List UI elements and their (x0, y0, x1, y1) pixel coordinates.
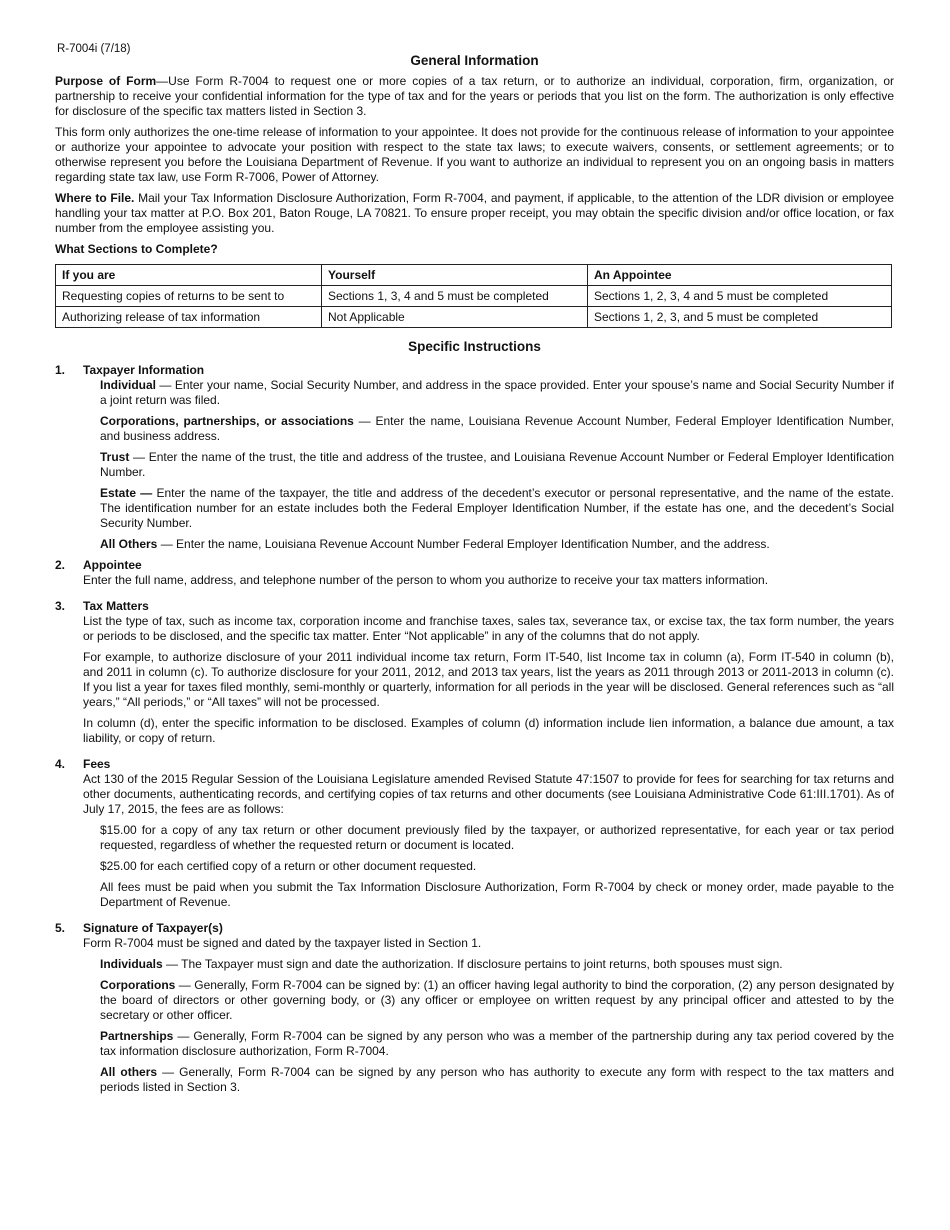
fee-item: $25.00 for each certified copy of a return or other document requested. (100, 859, 477, 873)
fee-item: $15.00 for a copy of any tax return or other document previously filed by the taxpayer, or authorized representative, for each year or tax period requested, regardless of whether the requested return or document is located. (100, 823, 894, 852)
table-cell: Sections 1, 2, 3, and 5 must be completed (588, 307, 892, 328)
instructions-page (55, 42, 894, 1095)
tax-matters-paragraph: List the type of tax, such as income tax, corporation income and franchise taxes, sales tax, severance tax, or excise tax, the tax form number, the years or periods to be disclosed, and the specific tax matter. Enter “Not applicable” in any of the columns that do not apply. (83, 614, 894, 643)
trust-text: — Enter the name of the trust, the title and address of the trustee, and Louisiana Revenue Account Number or Federal Employer Identification Number. (100, 450, 894, 479)
section-number: 4. (55, 757, 66, 771)
estate-label: Estate — (100, 486, 153, 500)
individual-text: — Enter your name, Social Security Number, and address in the space provided. Enter your spouse’s name and Social Security Number if a joint return was filed. (100, 378, 894, 407)
individual-label: Individual (100, 378, 157, 392)
individual-paragraph (100, 378, 894, 408)
table-row (56, 286, 892, 307)
appointee-paragraph: Enter the full name, address, and telephone number of the person to whom you authorize to receive your tax matters information. (83, 573, 769, 587)
section-title: Signature of Taxpayer(s) (83, 921, 223, 935)
all-others-signature-label: All others (100, 1065, 158, 1079)
where-text: Mail your Tax Information Disclosure Authorization, Form R-7004, and payment, if applicable, to the attention of the LDR division or employee handling your tax matter at P.O. Box 201, Baton Rouge, LA 70821. To ensure proper receipt, you may obtain the specific division and/or office location, or fax number from the employee assisting you. (55, 191, 894, 235)
table-row (56, 307, 892, 328)
estate-text: Enter the name of the taxpayer, the title and address of the decedent’s executor or personal representative, and the name of the estate. The identification number for an estate includes both the Federal Employer Identification Number, if the estate has one, and the decedent’s Social Security Number. (100, 486, 894, 530)
section-1 (55, 363, 894, 552)
partnerships-text: — Generally, Form R-7004 can be signed by any person who was a member of the partnership during any tax period covered by the tax information disclosure authorization, Form R-7004. (100, 1029, 894, 1058)
section-number: 5. (55, 921, 66, 935)
trust-paragraph (100, 450, 894, 480)
table-cell: Requesting copies of returns to be sent to (56, 286, 322, 307)
corporations-signature-text: — Generally, Form R-7004 can be signed by: (1) an officer having legal authority to bind the corporation, (2) any person designated by the board of directors or other governing body, or (3) any officer or employee on written request by any principal officer and attested to by the secretary or other officer. (100, 978, 894, 1022)
purpose-label: Purpose of Form (55, 74, 157, 88)
table-header-row (56, 265, 892, 286)
general-info-title: General Information (410, 53, 539, 68)
purpose-paragraph (55, 74, 894, 119)
sections-table (55, 264, 892, 328)
specific-instructions-title: Specific Instructions (408, 339, 541, 354)
section-title: Fees (83, 757, 111, 771)
individuals-text: — The Taxpayer must sign and date the authorization. If disclosure pertains to joint returns, both spouses must sign. (162, 957, 783, 971)
section-5 (55, 921, 894, 1095)
form-id: R-7004i (7/18) (57, 43, 131, 55)
one-time-paragraph: This form only authorizes the one-time release of information to your appointee. It does not provide for the continuous release of information to your appointee or authorize your appointee to advocate your position with respect to the state tax laws; to execute waivers, consents, or settlement agreements; or to otherwise represent you before the Louisiana Department of Revenue. If you want to authorize an individual to represent you on an ongoing basis in matters regarding state tax law, use Form R-7006, Power of Attorney. (55, 125, 894, 184)
section-3 (55, 599, 894, 746)
where-to-file-paragraph (55, 191, 894, 236)
all-others-signature-paragraph (100, 1065, 894, 1095)
corporations-text: — Enter the name, Louisiana Revenue Account Number, Federal Employer Identification Number, and business address. (100, 414, 895, 443)
purpose-text: —Use Form R-7004 to request one or more copies of a tax return, or to authorize an individual, corporation, firm, organization, or partnership to receive your confidential information for the type of tax and for the years or periods that you list on the form. The authorization is only effective for disclosure of the specific tax matters listed in Section 3. (55, 74, 894, 118)
table-header: Yourself (322, 265, 588, 286)
all-others-label: All Others (100, 537, 158, 551)
table-cell: Sections 1, 3, 4 and 5 must be completed (322, 286, 588, 307)
section-title: Taxpayer Information (83, 363, 205, 377)
fees-list (100, 823, 894, 910)
table-cell: Not Applicable (322, 307, 588, 328)
section-number: 3. (55, 599, 66, 613)
signature-paragraph: Form R-7004 must be signed and dated by the taxpayer listed in Section 1. (83, 936, 482, 950)
all-others-text: — Enter the name, Louisiana Revenue Account Number Federal Employer Identification Number, and the address. (157, 537, 770, 551)
section-title: Appointee (83, 558, 142, 572)
table-header: An Appointee (588, 265, 892, 286)
individuals-label: Individuals (100, 957, 163, 971)
table-cell: Sections 1, 2, 3, 4 and 5 must be completed (588, 286, 892, 307)
where-label: Where to File. (55, 191, 135, 205)
estate-paragraph (100, 486, 894, 531)
corporations-signature-paragraph (100, 978, 894, 1023)
trust-label: Trust (100, 450, 130, 464)
table-header: If you are (56, 265, 322, 286)
section-5-body (100, 957, 894, 1095)
table-cell: Authorizing release of tax information (56, 307, 322, 328)
tax-matters-example-paragraph: For example, to authorize disclosure of your 2011 individual income tax return, Form IT-540, list Income tax in column (a), Form IT-540 in column (b), and 2011 in column (c). To authorize disclosure for your 2011, 2012, and 2013 tax years, list the years as 2011 through 2013 or 2011-2013 in column (c). If you list a year for taxes filed monthly, semi-monthly or quarterly, information for all periods in the year will be disclosed. General references such as “all years,” “All periods,” or “All taxes” will not be processed. (83, 650, 894, 709)
corporations-paragraph (100, 414, 894, 444)
corporations-signature-label: Corporations (100, 978, 176, 992)
section-2 (55, 558, 894, 588)
fees-paragraph: Act 130 of the 2015 Regular Session of the Louisiana Legislature amended Revised Statute 47:1507 to provide for fees for searching for tax returns and other documents, authenticating records, and certifying copies of tax returns and other documents (see Louisiana Administrative Code 61:III.1701). As of July 17, 2015, the fees are as follows: (83, 772, 894, 816)
section-1-body (100, 378, 894, 552)
all-others-signature-text: — Generally, Form R-7004 can be signed by any person who has authority to execute any form with respect to the tax matters and periods listed in Section 3. (100, 1065, 894, 1094)
section-4 (55, 757, 894, 910)
sections-heading: What Sections to Complete? (55, 242, 218, 256)
tax-matters-column-d-paragraph: In column (d), enter the specific information to be disclosed. Examples of column (d) information include lien information, a balance due amount, a tax liability, or copy of return. (83, 716, 894, 745)
section-number: 2. (55, 558, 66, 572)
partnerships-label: Partnerships (100, 1029, 174, 1043)
corporations-label: Corporations, partnerships, or associations (100, 414, 354, 428)
section-number: 1. (55, 363, 66, 377)
section-title: Tax Matters (83, 599, 149, 613)
fee-payment-paragraph: All fees must be paid when you submit the Tax Information Disclosure Authorization, Form R-7004 by check or money order, made payable to the Department of Revenue. (100, 880, 894, 909)
partnerships-paragraph (100, 1029, 894, 1059)
individuals-paragraph (100, 957, 894, 972)
all-others-paragraph (100, 537, 894, 552)
